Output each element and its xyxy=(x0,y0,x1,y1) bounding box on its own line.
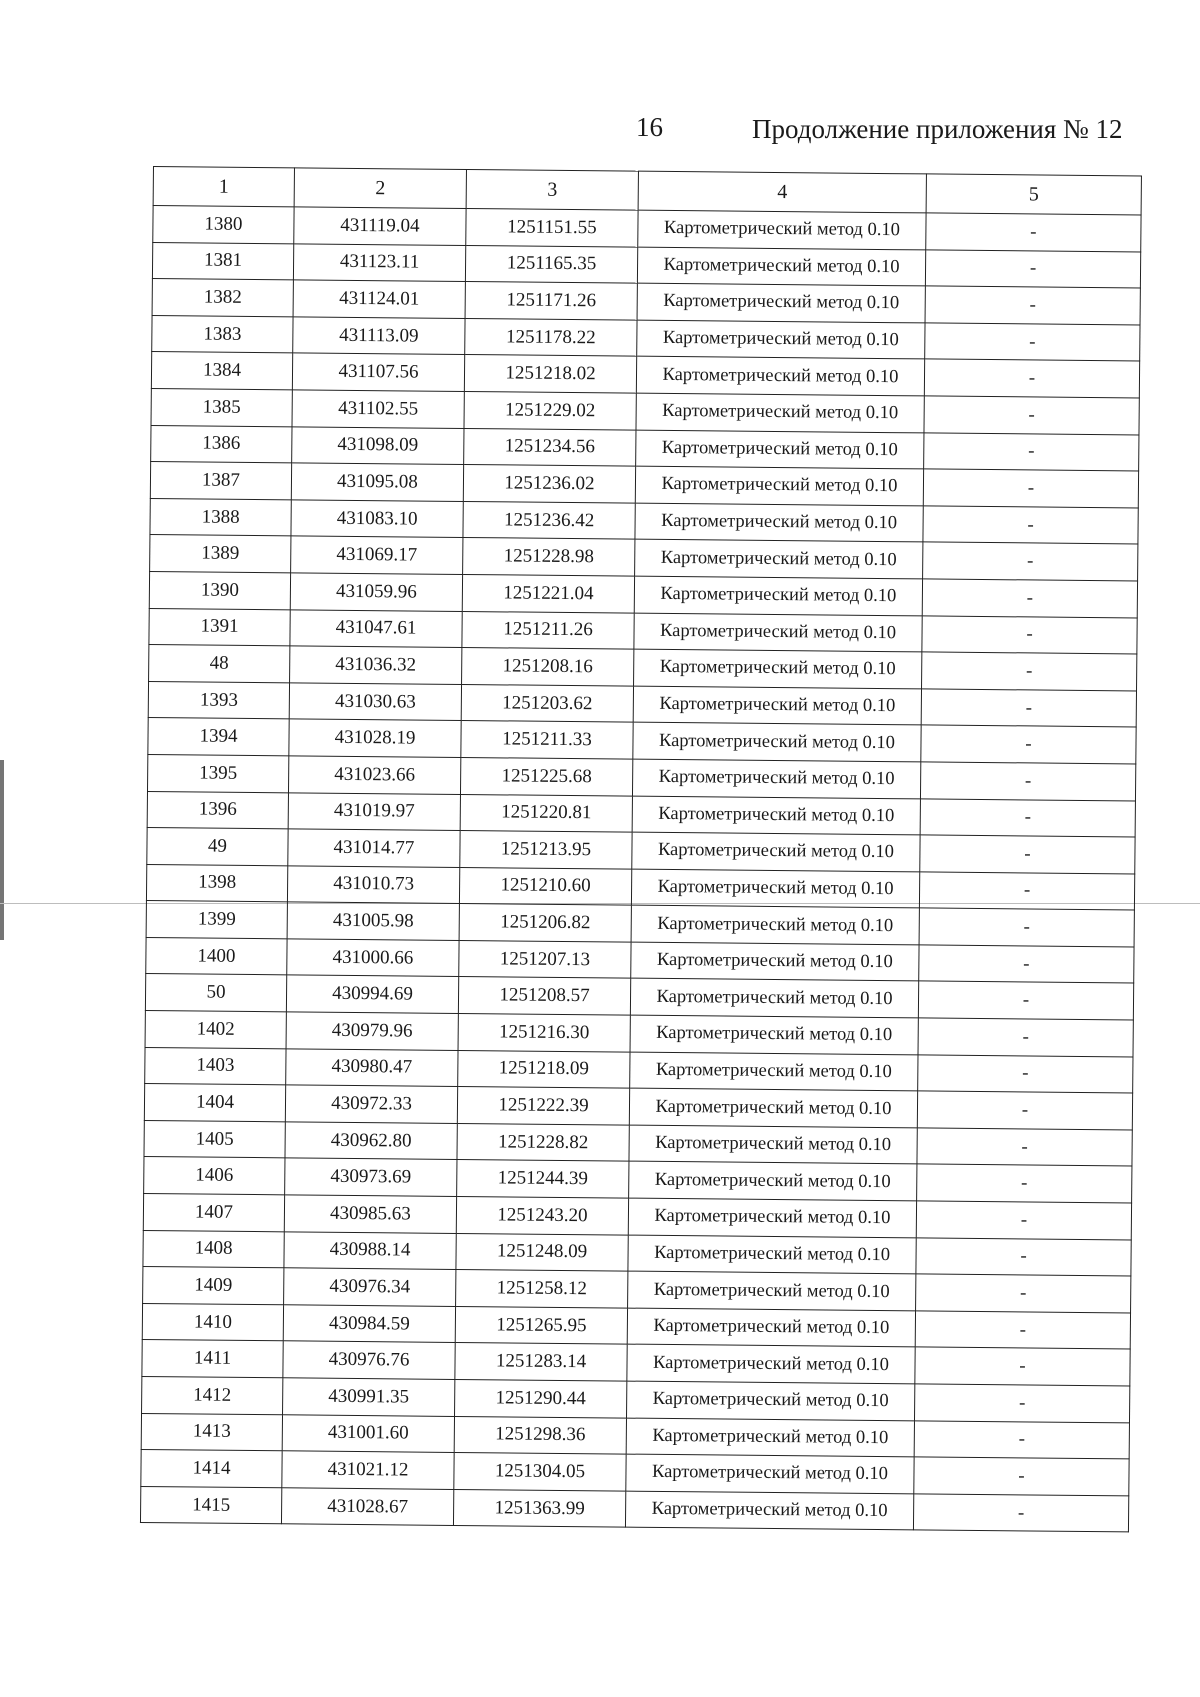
column-header: 3 xyxy=(466,170,638,211)
x-coordinate-cell: 431123.11 xyxy=(293,243,465,281)
method-cell: Картометрический метод 0.10 xyxy=(630,1052,918,1091)
y-coordinate-cell: 1251290.44 xyxy=(455,1379,627,1417)
scan-edge-mark xyxy=(0,760,4,940)
note-cell: - xyxy=(918,981,1133,1020)
note-cell: - xyxy=(916,1238,1131,1277)
method-cell: Картометрический метод 0.10 xyxy=(636,393,924,432)
y-coordinate-cell: 1251208.16 xyxy=(462,648,634,686)
method-cell: Картометрический метод 0.10 xyxy=(628,1235,916,1274)
x-coordinate-cell: 431005.98 xyxy=(287,902,459,940)
point-number-cell: 1403 xyxy=(145,1047,286,1085)
point-number-cell: 1395 xyxy=(148,754,289,792)
method-cell: Картометрический метод 0.10 xyxy=(631,905,919,944)
x-coordinate-cell: 431036.32 xyxy=(290,646,462,684)
note-cell: - xyxy=(918,1018,1133,1057)
y-coordinate-cell: 1251248.09 xyxy=(456,1233,628,1271)
y-coordinate-cell: 1251165.35 xyxy=(465,245,637,283)
x-coordinate-cell: 430973.69 xyxy=(285,1158,457,1196)
x-coordinate-cell: 430976.76 xyxy=(283,1341,455,1379)
note-cell: - xyxy=(918,1055,1133,1094)
point-number-cell: 1380 xyxy=(153,206,294,244)
point-number-cell: 1396 xyxy=(147,791,288,829)
method-cell: Картометрический метод 0.10 xyxy=(627,1345,915,1384)
point-number-cell: 1410 xyxy=(142,1303,283,1341)
method-cell: Картометрический метод 0.10 xyxy=(636,430,924,469)
y-coordinate-cell: 1251218.02 xyxy=(464,355,636,393)
point-number-cell: 1413 xyxy=(141,1413,282,1451)
method-cell: Картометрический метод 0.10 xyxy=(636,357,924,396)
note-cell: - xyxy=(921,689,1136,728)
method-cell: Картометрический метод 0.10 xyxy=(630,979,918,1018)
note-cell: - xyxy=(916,1274,1131,1313)
y-coordinate-cell: 1251178.22 xyxy=(465,318,637,356)
note-cell: - xyxy=(913,1494,1128,1533)
x-coordinate-cell: 431124.01 xyxy=(293,280,465,318)
x-coordinate-cell: 431069.17 xyxy=(291,536,463,574)
y-coordinate-cell: 1251208.57 xyxy=(458,977,630,1015)
note-cell: - xyxy=(923,506,1138,545)
point-number-cell: 1404 xyxy=(144,1084,285,1122)
note-cell: - xyxy=(914,1457,1129,1496)
point-number-cell: 1386 xyxy=(151,425,292,463)
note-cell: - xyxy=(919,908,1134,947)
note-cell: - xyxy=(921,725,1136,764)
note-cell: - xyxy=(926,213,1141,252)
note-cell: - xyxy=(922,652,1137,691)
note-cell: - xyxy=(919,945,1134,984)
note-cell: - xyxy=(925,250,1140,289)
x-coordinate-cell: 431028.67 xyxy=(281,1488,453,1526)
point-number-cell: 1393 xyxy=(148,681,289,719)
point-number-cell: 1411 xyxy=(142,1340,283,1378)
method-cell: Картометрический метод 0.10 xyxy=(635,466,923,505)
coordinates-table xyxy=(140,166,1142,1533)
point-number-cell: 1408 xyxy=(143,1230,284,1268)
note-cell: - xyxy=(925,286,1140,325)
point-number-cell: 1402 xyxy=(145,1011,286,1049)
y-coordinate-cell: 1251236.42 xyxy=(463,501,635,539)
note-cell: - xyxy=(920,835,1135,874)
method-cell: Картометрический метод 0.10 xyxy=(634,576,922,615)
method-cell: Картометрический метод 0.10 xyxy=(633,686,921,725)
x-coordinate-cell: 431014.77 xyxy=(288,829,460,867)
y-coordinate-cell: 1251210.60 xyxy=(459,867,631,905)
y-coordinate-cell: 1251304.05 xyxy=(454,1453,626,1491)
x-coordinate-cell: 431001.60 xyxy=(282,1414,454,1452)
table-container xyxy=(140,166,1141,1533)
point-number-cell: 1415 xyxy=(140,1486,281,1524)
method-cell: Картометрический метод 0.10 xyxy=(628,1271,916,1310)
x-coordinate-cell: 431000.66 xyxy=(287,939,459,977)
point-number-cell: 1406 xyxy=(144,1157,285,1195)
method-cell: Картометрический метод 0.10 xyxy=(637,247,925,286)
y-coordinate-cell: 1251258.12 xyxy=(456,1270,628,1308)
method-cell: Картометрический метод 0.10 xyxy=(638,210,926,249)
note-cell: - xyxy=(914,1384,1129,1423)
point-number-cell: 1394 xyxy=(148,718,289,756)
y-coordinate-cell: 1251221.04 xyxy=(462,574,634,612)
method-cell: Картометрический метод 0.10 xyxy=(632,796,920,835)
method-cell: Картометрический метод 0.10 xyxy=(629,1088,917,1127)
x-coordinate-cell: 430976.34 xyxy=(284,1268,456,1306)
page-header xyxy=(0,112,1200,152)
x-coordinate-cell: 430980.47 xyxy=(286,1048,458,1086)
note-cell: - xyxy=(924,396,1139,435)
method-cell: Картометрический метод 0.10 xyxy=(634,649,922,688)
method-cell: Картометрический метод 0.10 xyxy=(632,759,920,798)
method-cell: Картометрический метод 0.10 xyxy=(631,942,919,981)
x-coordinate-cell: 431098.09 xyxy=(292,426,464,464)
note-cell: - xyxy=(920,762,1135,801)
point-number-cell: 1384 xyxy=(151,352,292,390)
point-number-cell: 1390 xyxy=(149,571,290,609)
note-cell: - xyxy=(923,469,1138,508)
x-coordinate-cell: 431030.63 xyxy=(289,683,461,721)
x-coordinate-cell: 431102.55 xyxy=(292,390,464,428)
point-number-cell: 1409 xyxy=(143,1267,284,1305)
x-coordinate-cell: 431028.19 xyxy=(289,719,461,757)
note-cell: - xyxy=(919,872,1134,911)
point-number-cell: 1389 xyxy=(150,535,291,573)
point-number-cell: 1412 xyxy=(142,1376,283,1414)
method-cell: Картометрический метод 0.10 xyxy=(635,503,923,542)
point-number-cell: 1391 xyxy=(149,608,290,646)
x-coordinate-cell: 430962.80 xyxy=(285,1122,457,1160)
point-number-cell: 1407 xyxy=(143,1193,284,1231)
note-cell: - xyxy=(914,1420,1129,1459)
point-number-cell: 1387 xyxy=(150,462,291,500)
y-coordinate-cell: 1251228.98 xyxy=(463,538,635,576)
note-cell: - xyxy=(925,323,1140,362)
note-cell: - xyxy=(915,1347,1130,1386)
y-coordinate-cell: 1251203.62 xyxy=(461,684,633,722)
column-header: 5 xyxy=(926,174,1141,215)
point-number-cell: 1385 xyxy=(151,388,292,426)
x-coordinate-cell: 431023.66 xyxy=(288,756,460,794)
y-coordinate-cell: 1251363.99 xyxy=(453,1489,625,1527)
x-coordinate-cell: 430979.96 xyxy=(286,1012,458,1050)
y-coordinate-cell: 1251151.55 xyxy=(466,209,638,247)
x-coordinate-cell: 431083.10 xyxy=(291,500,463,538)
y-coordinate-cell: 1251216.30 xyxy=(458,1014,630,1052)
point-number-cell: 1405 xyxy=(144,1120,285,1158)
note-cell: - xyxy=(922,579,1137,618)
method-cell: Картометрический метод 0.10 xyxy=(631,869,919,908)
note-cell: - xyxy=(920,798,1135,837)
method-cell: Картометрический метод 0.10 xyxy=(625,1491,913,1530)
x-coordinate-cell: 430972.33 xyxy=(285,1085,457,1123)
x-coordinate-cell: 430988.14 xyxy=(284,1231,456,1269)
y-coordinate-cell: 1251243.20 xyxy=(456,1196,628,1234)
y-coordinate-cell: 1251171.26 xyxy=(465,282,637,320)
point-number-cell: 1382 xyxy=(152,279,293,317)
method-cell: Картометрический метод 0.10 xyxy=(637,320,925,359)
x-coordinate-cell: 431113.09 xyxy=(293,317,465,355)
column-header: 2 xyxy=(294,168,466,209)
x-coordinate-cell: 431119.04 xyxy=(294,207,466,245)
point-number-cell: 50 xyxy=(145,974,286,1012)
method-cell: Картометрический метод 0.10 xyxy=(629,1125,917,1164)
point-number-cell: 48 xyxy=(149,645,290,683)
y-coordinate-cell: 1251222.39 xyxy=(457,1087,629,1125)
y-coordinate-cell: 1251298.36 xyxy=(454,1416,626,1454)
x-coordinate-cell: 431019.97 xyxy=(288,792,460,830)
note-cell: - xyxy=(922,615,1137,654)
point-number-cell: 1399 xyxy=(146,901,287,939)
table-body xyxy=(140,206,1141,1533)
x-coordinate-cell: 431107.56 xyxy=(292,353,464,391)
y-coordinate-cell: 1251225.68 xyxy=(460,757,632,795)
y-coordinate-cell: 1251265.95 xyxy=(455,1306,627,1344)
note-cell: - xyxy=(924,432,1139,471)
method-cell: Картометрический метод 0.10 xyxy=(629,1162,917,1201)
x-coordinate-cell: 431095.08 xyxy=(291,463,463,501)
x-coordinate-cell: 430991.35 xyxy=(283,1378,455,1416)
note-cell: - xyxy=(915,1311,1130,1350)
y-coordinate-cell: 1251229.02 xyxy=(464,391,636,429)
method-cell: Картометрический метод 0.10 xyxy=(634,613,922,652)
x-coordinate-cell: 430984.59 xyxy=(283,1305,455,1343)
method-cell: Картометрический метод 0.10 xyxy=(632,832,920,871)
method-cell: Картометрический метод 0.10 xyxy=(630,1015,918,1054)
y-coordinate-cell: 1251236.02 xyxy=(463,465,635,503)
method-cell: Картометрический метод 0.10 xyxy=(635,539,923,578)
note-cell: - xyxy=(916,1201,1131,1240)
point-number-cell: 1400 xyxy=(146,937,287,975)
y-coordinate-cell: 1251207.13 xyxy=(459,940,631,978)
method-cell: Картометрический метод 0.10 xyxy=(626,1418,914,1457)
note-cell: - xyxy=(924,359,1139,398)
note-cell: - xyxy=(917,1128,1132,1167)
note-cell: - xyxy=(917,1091,1132,1130)
y-coordinate-cell: 1251283.14 xyxy=(455,1343,627,1381)
x-coordinate-cell: 430985.63 xyxy=(284,1195,456,1233)
point-number-cell: 1383 xyxy=(152,315,293,353)
x-coordinate-cell: 430994.69 xyxy=(286,975,458,1013)
page-caption: Продолжение приложения № 12 xyxy=(752,114,1123,144)
method-cell: Картометрический метод 0.10 xyxy=(627,1308,915,1347)
page-number: 16 xyxy=(636,112,663,142)
point-number-cell: 1414 xyxy=(141,1450,282,1488)
column-header: 4 xyxy=(638,171,926,213)
y-coordinate-cell: 1251213.95 xyxy=(460,831,632,869)
y-coordinate-cell: 1251234.56 xyxy=(464,428,636,466)
method-cell: Картометрический метод 0.10 xyxy=(627,1381,915,1420)
point-number-cell: 1398 xyxy=(146,864,287,902)
point-number-cell: 1381 xyxy=(152,242,293,280)
column-header: 1 xyxy=(153,167,294,207)
point-number-cell: 1388 xyxy=(150,498,291,536)
y-coordinate-cell: 1251211.33 xyxy=(461,721,633,759)
point-number-cell: 49 xyxy=(147,828,288,866)
y-coordinate-cell: 1251228.82 xyxy=(457,1123,629,1161)
method-cell: Картометрический метод 0.10 xyxy=(628,1198,916,1237)
y-coordinate-cell: 1251218.09 xyxy=(458,1050,630,1088)
x-coordinate-cell: 431047.61 xyxy=(290,609,462,647)
method-cell: Картометрический метод 0.10 xyxy=(626,1454,914,1493)
method-cell: Картометрический метод 0.10 xyxy=(633,722,921,761)
x-coordinate-cell: 431010.73 xyxy=(287,866,459,904)
y-coordinate-cell: 1251211.26 xyxy=(462,611,634,649)
y-coordinate-cell: 1251244.39 xyxy=(457,1160,629,1198)
x-coordinate-cell: 431021.12 xyxy=(282,1451,454,1489)
y-coordinate-cell: 1251206.82 xyxy=(459,904,631,942)
method-cell: Картометрический метод 0.10 xyxy=(637,283,925,322)
note-cell: - xyxy=(923,542,1138,581)
y-coordinate-cell: 1251220.81 xyxy=(460,794,632,832)
note-cell: - xyxy=(917,1164,1132,1203)
x-coordinate-cell: 431059.96 xyxy=(290,573,462,611)
